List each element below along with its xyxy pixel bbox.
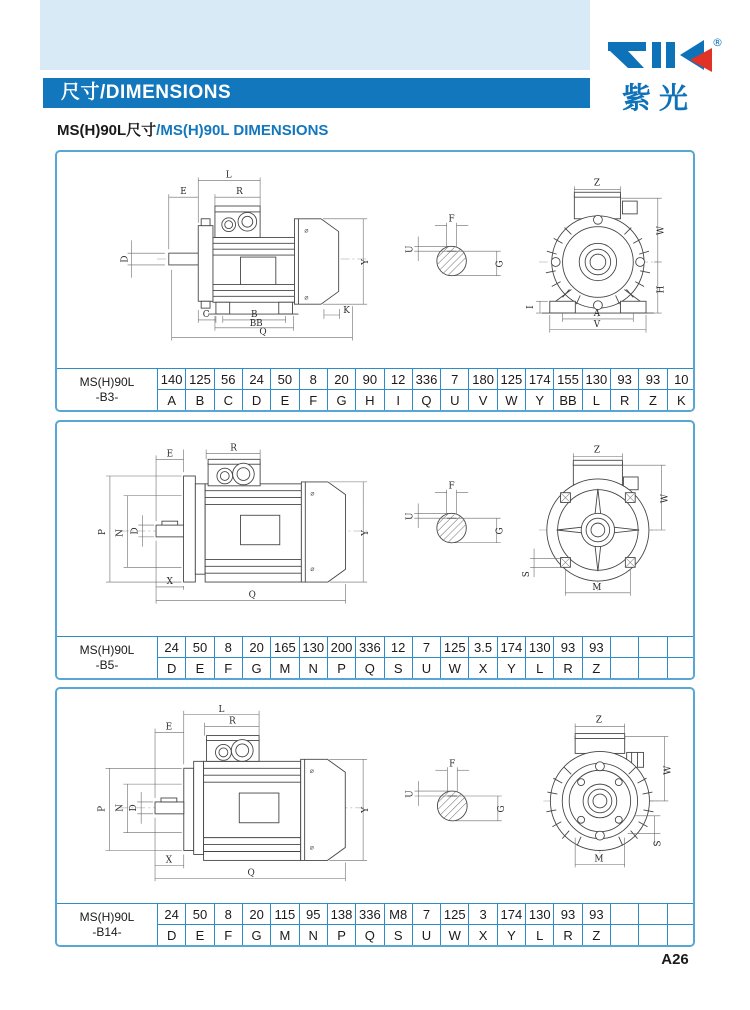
- value-cell: 125: [186, 369, 214, 390]
- value-cell: 125: [497, 369, 525, 390]
- model-cell: [57, 369, 158, 411]
- mount-code: -B5-: [95, 657, 119, 672]
- key-cell: D: [242, 390, 270, 411]
- dim-label-f: F: [448, 214, 455, 225]
- panel-b14: [55, 687, 695, 947]
- dim-label-y: Y: [361, 530, 372, 536]
- key-cell: S: [384, 658, 412, 679]
- dim-label-w: W: [656, 226, 667, 236]
- value-cell: 50: [271, 369, 299, 390]
- value-cell: 93: [611, 369, 639, 390]
- value-cell: 174: [497, 904, 525, 925]
- dim-label-x: X: [165, 855, 173, 866]
- registered-mark: ®: [712, 36, 723, 49]
- dim-label-u: U: [405, 245, 416, 253]
- dim-label-r: R: [236, 187, 243, 198]
- model-name: MS(H)90L: [79, 642, 135, 657]
- dim-label-u: U: [405, 512, 416, 520]
- value-cell: 336: [412, 369, 440, 390]
- phi-mark: ⌀: [309, 767, 314, 776]
- key-cell: M: [271, 658, 299, 679]
- key-cell: D: [158, 925, 186, 946]
- key-cell: R: [611, 390, 639, 411]
- key-cell: L: [526, 925, 554, 946]
- dim-label-s: S: [522, 571, 533, 578]
- phi-mark: ⌀: [304, 293, 309, 302]
- key-cell: Q: [412, 390, 440, 411]
- model-name: MS(H)90L: [79, 374, 135, 389]
- dim-label-e: E: [166, 449, 174, 460]
- page-title-zh: MS(H)90L尺寸: [57, 122, 157, 139]
- page-number: A26: [661, 951, 689, 968]
- value-cell: 140: [158, 369, 186, 390]
- key-cell: M: [271, 925, 299, 946]
- value-cell: 7: [441, 369, 469, 390]
- value-cell: 130: [299, 637, 327, 658]
- value-cell: 20: [327, 369, 355, 390]
- value-cell: 93: [554, 904, 582, 925]
- key-cell: R: [554, 925, 582, 946]
- dim-label-r: R: [230, 443, 237, 454]
- key-cell: N: [299, 658, 327, 679]
- dim-label-v: V: [593, 319, 601, 330]
- dim-label-k: K: [343, 306, 350, 317]
- key-cell: F: [214, 925, 242, 946]
- dim-label-y: Y: [361, 806, 372, 813]
- key-cell: Y: [497, 658, 525, 679]
- key-cell: G: [242, 925, 270, 946]
- key-cell: [667, 658, 695, 679]
- key-cell: Q: [356, 925, 384, 946]
- phi-mark: ⌀: [304, 226, 309, 235]
- key-cell: A: [158, 390, 186, 411]
- key-cell: [639, 925, 667, 946]
- value-cell: 165: [271, 637, 299, 658]
- value-cell: [611, 904, 639, 925]
- dim-label-p: P: [97, 528, 108, 535]
- key-cell: [611, 925, 639, 946]
- mount-code: -B3-: [95, 389, 119, 404]
- value-cell: 130: [582, 369, 610, 390]
- dim-label-e: E: [180, 187, 187, 198]
- value-cell: 56: [214, 369, 242, 390]
- dim-label-d: D: [129, 804, 140, 812]
- key-cell: Y: [526, 390, 554, 411]
- b14-front-view: [543, 716, 673, 868]
- dim-label-a: A: [593, 308, 601, 319]
- model-name: MS(H)90L: [79, 909, 135, 924]
- key-cell: D: [158, 658, 186, 679]
- dim-label-f: F: [448, 481, 455, 492]
- value-cell: 93: [554, 637, 582, 658]
- value-cell: M8: [384, 904, 412, 925]
- dim-label-b: B: [250, 309, 258, 320]
- panel-b5: [55, 420, 695, 680]
- banner-title: 尺寸/DIMENSIONS: [61, 82, 232, 103]
- value-cell: 180: [469, 369, 497, 390]
- key-cell: W: [441, 658, 469, 679]
- value-cell: 24: [158, 904, 186, 925]
- key-cell: S: [384, 925, 412, 946]
- value-cell: 95: [299, 904, 327, 925]
- key-cell: H: [356, 390, 384, 411]
- model-cell: [57, 637, 158, 679]
- page-title: [57, 119, 328, 140]
- drawing-b5: [57, 422, 693, 638]
- value-cell: 200: [327, 637, 355, 658]
- key-cell: P: [327, 925, 355, 946]
- dim-label-l: L: [218, 704, 225, 715]
- dim-label-z: Z: [595, 715, 603, 726]
- header-light-block: [40, 0, 590, 70]
- b3-front-view: [526, 178, 667, 332]
- dim-label-w: W: [663, 765, 674, 775]
- key-cell: L: [582, 390, 610, 411]
- value-cell: [639, 637, 667, 658]
- key-cell: E: [271, 390, 299, 411]
- key-cell: Y: [497, 925, 525, 946]
- value-cell: [667, 637, 695, 658]
- key-cell: W: [497, 390, 525, 411]
- key-cell: U: [412, 658, 440, 679]
- key-cell: I: [384, 390, 412, 411]
- value-cell: 12: [384, 637, 412, 658]
- dim-label-m: M: [592, 582, 602, 593]
- key-cell: V: [469, 390, 497, 411]
- value-cell: 93: [582, 637, 610, 658]
- brand-logo: [600, 34, 745, 119]
- key-cell: X: [469, 925, 497, 946]
- dim-label-n: N: [115, 529, 126, 537]
- key-cell: [611, 658, 639, 679]
- key-cell: F: [299, 390, 327, 411]
- value-cell: 130: [526, 904, 554, 925]
- value-cell: 155: [554, 369, 582, 390]
- key-cell: N: [299, 925, 327, 946]
- key-cell: Z: [582, 925, 610, 946]
- dim-label-s: S: [653, 840, 664, 847]
- value-cell: 50: [186, 904, 214, 925]
- dim-label-d: D: [130, 527, 141, 535]
- key-cell: F: [214, 658, 242, 679]
- drawing-b14: [57, 689, 693, 905]
- value-cell: 174: [497, 637, 525, 658]
- key-cell: U: [412, 925, 440, 946]
- dim-label-bb: BB: [249, 318, 263, 329]
- key-cell: [639, 658, 667, 679]
- phi-mark: ⌀: [310, 565, 315, 574]
- dimension-table-b14: [56, 903, 695, 946]
- brand-logo-graphic: [600, 34, 745, 119]
- key-cell: R: [554, 658, 582, 679]
- dim-label-x: X: [166, 577, 173, 587]
- value-cell: 125: [441, 904, 469, 925]
- value-cell: [667, 904, 695, 925]
- value-cell: 115: [271, 904, 299, 925]
- value-cell: 336: [356, 637, 384, 658]
- dim-label-q: Q: [247, 868, 255, 879]
- key-cell: K: [667, 390, 695, 411]
- value-cell: 24: [158, 637, 186, 658]
- dim-label-q: Q: [259, 327, 267, 338]
- value-cell: 3: [469, 904, 497, 925]
- b5-front-view: [522, 445, 670, 595]
- value-cell: 174: [526, 369, 554, 390]
- key-cell: Z: [582, 658, 610, 679]
- value-cell: 138: [327, 904, 355, 925]
- value-cell: 93: [639, 369, 667, 390]
- value-cell: [611, 637, 639, 658]
- dim-label-d: D: [120, 255, 131, 263]
- key-cell: [667, 925, 695, 946]
- dim-label-h: H: [656, 285, 667, 294]
- dim-label-g: G: [495, 527, 506, 535]
- key-cell: G: [327, 390, 355, 411]
- dimension-table-b3: [56, 368, 695, 411]
- dim-label-g: G: [496, 805, 507, 813]
- value-cell: 7: [412, 637, 440, 658]
- key-cell: W: [441, 925, 469, 946]
- value-cell: 3.5: [469, 637, 497, 658]
- value-cell: 125: [441, 637, 469, 658]
- section-banner: [43, 78, 590, 108]
- value-cell: 8: [214, 904, 242, 925]
- value-cell: 50: [186, 637, 214, 658]
- panel-b3: [55, 150, 695, 412]
- dim-label-z: Z: [593, 178, 600, 189]
- value-cell: 20: [242, 904, 270, 925]
- b3-side-view: [121, 171, 372, 341]
- value-cell: 8: [299, 369, 327, 390]
- dim-label-f: F: [449, 759, 456, 770]
- key-cell: BB: [554, 390, 582, 411]
- b3-shaft-section: [405, 215, 505, 276]
- dimension-table-b5: [56, 636, 695, 679]
- phi-mark: ⌀: [310, 489, 315, 498]
- value-cell: 336: [356, 904, 384, 925]
- value-cell: 93: [582, 904, 610, 925]
- key-cell: E: [186, 925, 214, 946]
- dim-label-m: M: [594, 854, 604, 865]
- key-cell: L: [526, 658, 554, 679]
- zik-mark: [608, 36, 723, 72]
- value-cell: 7: [412, 904, 440, 925]
- dim-label-z: Z: [593, 445, 600, 456]
- dim-label-w: W: [660, 494, 671, 504]
- key-cell: B: [186, 390, 214, 411]
- dim-label-u: U: [405, 790, 416, 798]
- value-cell: 10: [667, 369, 695, 390]
- page-title-en: /MS(H)90L DIMENSIONS: [156, 122, 329, 139]
- value-cell: 130: [526, 637, 554, 658]
- value-cell: 24: [242, 369, 270, 390]
- brand-cn-text: 紫光: [622, 81, 697, 115]
- value-cell: 20: [242, 637, 270, 658]
- dim-label-g: G: [495, 260, 506, 268]
- dim-label-i: I: [526, 305, 537, 309]
- dim-label-c: C: [202, 309, 210, 320]
- value-cell: [639, 904, 667, 925]
- mount-code: -B14-: [92, 924, 122, 939]
- key-cell: P: [327, 658, 355, 679]
- dim-label-y: Y: [361, 259, 372, 265]
- dim-label-l: L: [225, 170, 232, 181]
- dim-label-n: N: [115, 804, 126, 812]
- dim-label-r: R: [228, 716, 236, 727]
- value-cell: 90: [356, 369, 384, 390]
- b5-shaft-section: [405, 482, 505, 543]
- phi-mark: ⌀: [309, 843, 314, 852]
- b14-shaft-section: [406, 759, 507, 820]
- b14-side-view: [98, 705, 372, 881]
- dim-label-q: Q: [248, 590, 256, 601]
- value-cell: 12: [384, 369, 412, 390]
- model-cell: [57, 904, 158, 946]
- dim-label-p: P: [97, 805, 108, 812]
- key-cell: X: [469, 658, 497, 679]
- dim-label-e: E: [165, 722, 173, 733]
- key-cell: Z: [639, 390, 667, 411]
- key-cell: Q: [356, 658, 384, 679]
- b5-side-view: [98, 443, 371, 603]
- key-cell: C: [214, 390, 242, 411]
- key-cell: E: [186, 658, 214, 679]
- drawing-b3: [57, 152, 693, 370]
- key-cell: U: [441, 390, 469, 411]
- key-cell: G: [242, 658, 270, 679]
- value-cell: 8: [214, 637, 242, 658]
